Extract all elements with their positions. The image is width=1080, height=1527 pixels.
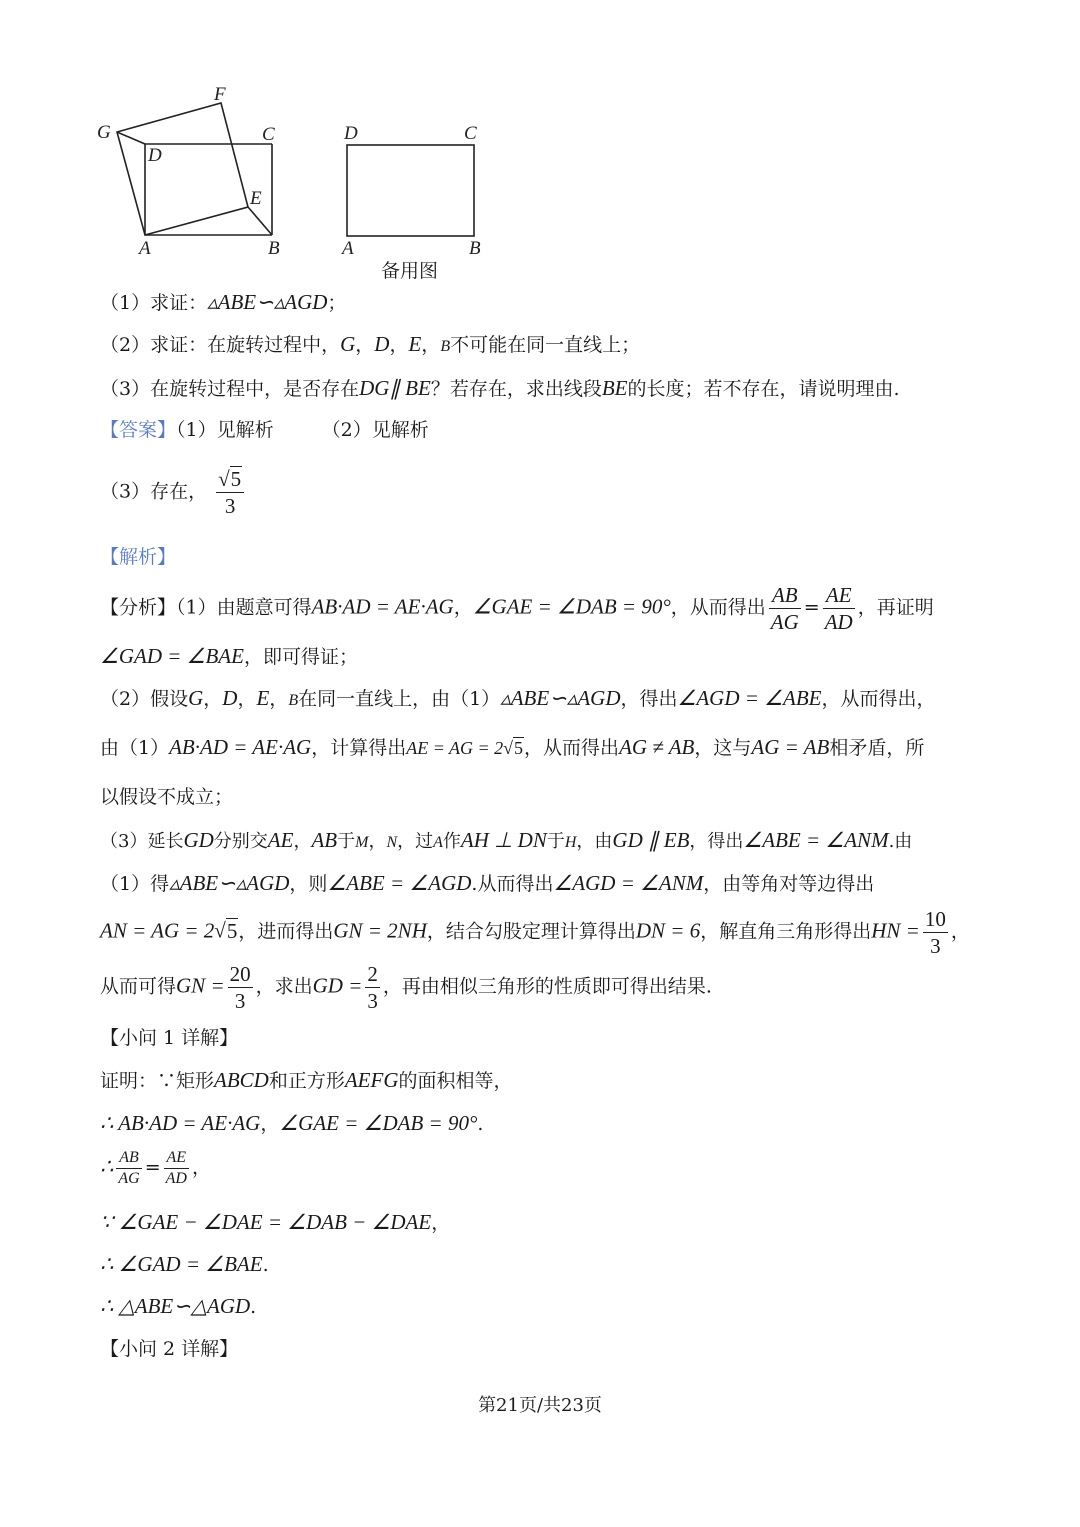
label-E: E bbox=[250, 188, 262, 209]
analysis-line-4: 由（1）AB·AD = AE·AG，计算得出AE = AG = 2√5，从而得出AG ≠ AB，这与AG = AB相矛盾，所 bbox=[100, 735, 925, 759]
question-3: （3）在旋转过程中，是否存在DG∥ BE？若存在，求出线段BE的长度；若不存在，请说明理由. bbox=[100, 376, 900, 400]
question-1: （1）求证：▵ABE∽▵AGD； bbox=[100, 290, 347, 314]
right-figure bbox=[347, 145, 474, 236]
analysis-line-8: AN = AG = 2√5，进而得出GN = 2NH，结合勾股定理计算得出DN = 6，解直角三角形得出HN = $\frac{10}{3}$ ， bbox=[100, 907, 970, 958]
analysis-line-6: （3）延长GD分别交AE，AB于M，N，过A作AH ⊥ DN于H，由GD ∥ EB，得出∠ABE = ∠ANM.由 bbox=[100, 828, 913, 852]
label-B2: B bbox=[469, 238, 481, 259]
question-2: （2）求证：在旋转过程中，G，D，E，B不可能在同一直线上； bbox=[100, 332, 641, 356]
label-D: D bbox=[148, 145, 162, 166]
label-D2: D bbox=[344, 123, 358, 144]
figure-caption: 备用图 bbox=[381, 260, 439, 282]
label-C: C bbox=[262, 124, 275, 145]
detail-1-step-4: ∴ ∠GAD = ∠BAE. bbox=[100, 1252, 269, 1276]
label-A2: A bbox=[342, 238, 354, 259]
detail-1-tag: 【小问 1 详解】 bbox=[100, 1027, 239, 1049]
analysis-line-5: 以假设不成立； bbox=[100, 786, 234, 808]
detail-1-proof: 证明：∵矩形ABCD和正方形AEFG的面积相等， bbox=[100, 1068, 513, 1092]
answer-3: （3）存在， $\frac{√5}{3}$ bbox=[100, 466, 247, 519]
detail-1-step-3: ∵ ∠GAE − ∠DAE = ∠DAB − ∠DAE， bbox=[100, 1210, 451, 1234]
label-A: A bbox=[139, 238, 151, 259]
analysis-line-7: （1）得▵ABE∽▵AGD，则∠ABE = ∠AGD.从而得出∠AGD = ∠ANM，由等角对等边得出 bbox=[100, 871, 875, 895]
label-B: B bbox=[268, 238, 280, 259]
label-C2: C bbox=[464, 123, 477, 144]
detail-1-step-5: ∴ △ABE∽△AGD. bbox=[100, 1294, 257, 1318]
detail-1-step-2: ∴ $\frac{AB}{AG}$ = $\frac{AE}{AD}$ ， bbox=[100, 1149, 211, 1187]
left-figure bbox=[117, 103, 272, 235]
page-footer: 第21页/共23页 bbox=[478, 1395, 602, 1416]
analysis-line-3: （2）假设G，D，E，B在同一直线上，由（1）▵ABE∽▵AGD，得出∠AGD = ∠ABE，从而得出， bbox=[100, 686, 936, 710]
answer-line: 【答案】（1）见解析 （2）见解析 bbox=[100, 419, 429, 441]
geometry-figures bbox=[0, 0, 1080, 285]
detail-2-tag: 【小问 2 详解】 bbox=[100, 1338, 239, 1360]
detail-1-step-1: ∴ AB·AD = AE·AG，∠GAE = ∠DAB = 90°. bbox=[100, 1111, 484, 1135]
analysis-line-2: ∠GAD = ∠BAE，即可得证； bbox=[100, 644, 358, 668]
analysis-line-9: 从而可得GN = $\frac{20}{3}$ ，求出GD = $\frac{2}{3}$ ，再由相似三角形的性质即可得出结果. bbox=[100, 962, 712, 1013]
label-G: G bbox=[97, 122, 111, 143]
jiexi-tag: 【解析】 bbox=[100, 546, 177, 568]
analysis-line-1: 【分析】（1）由题意可得AB·AD = AE·AG，∠GAE = ∠DAB = 90°，从而得出 $\frac{AB}{AG}$ = $\frac{AE}{AD}$ ，再证明 bbox=[100, 583, 934, 634]
label-F: F bbox=[214, 84, 226, 105]
